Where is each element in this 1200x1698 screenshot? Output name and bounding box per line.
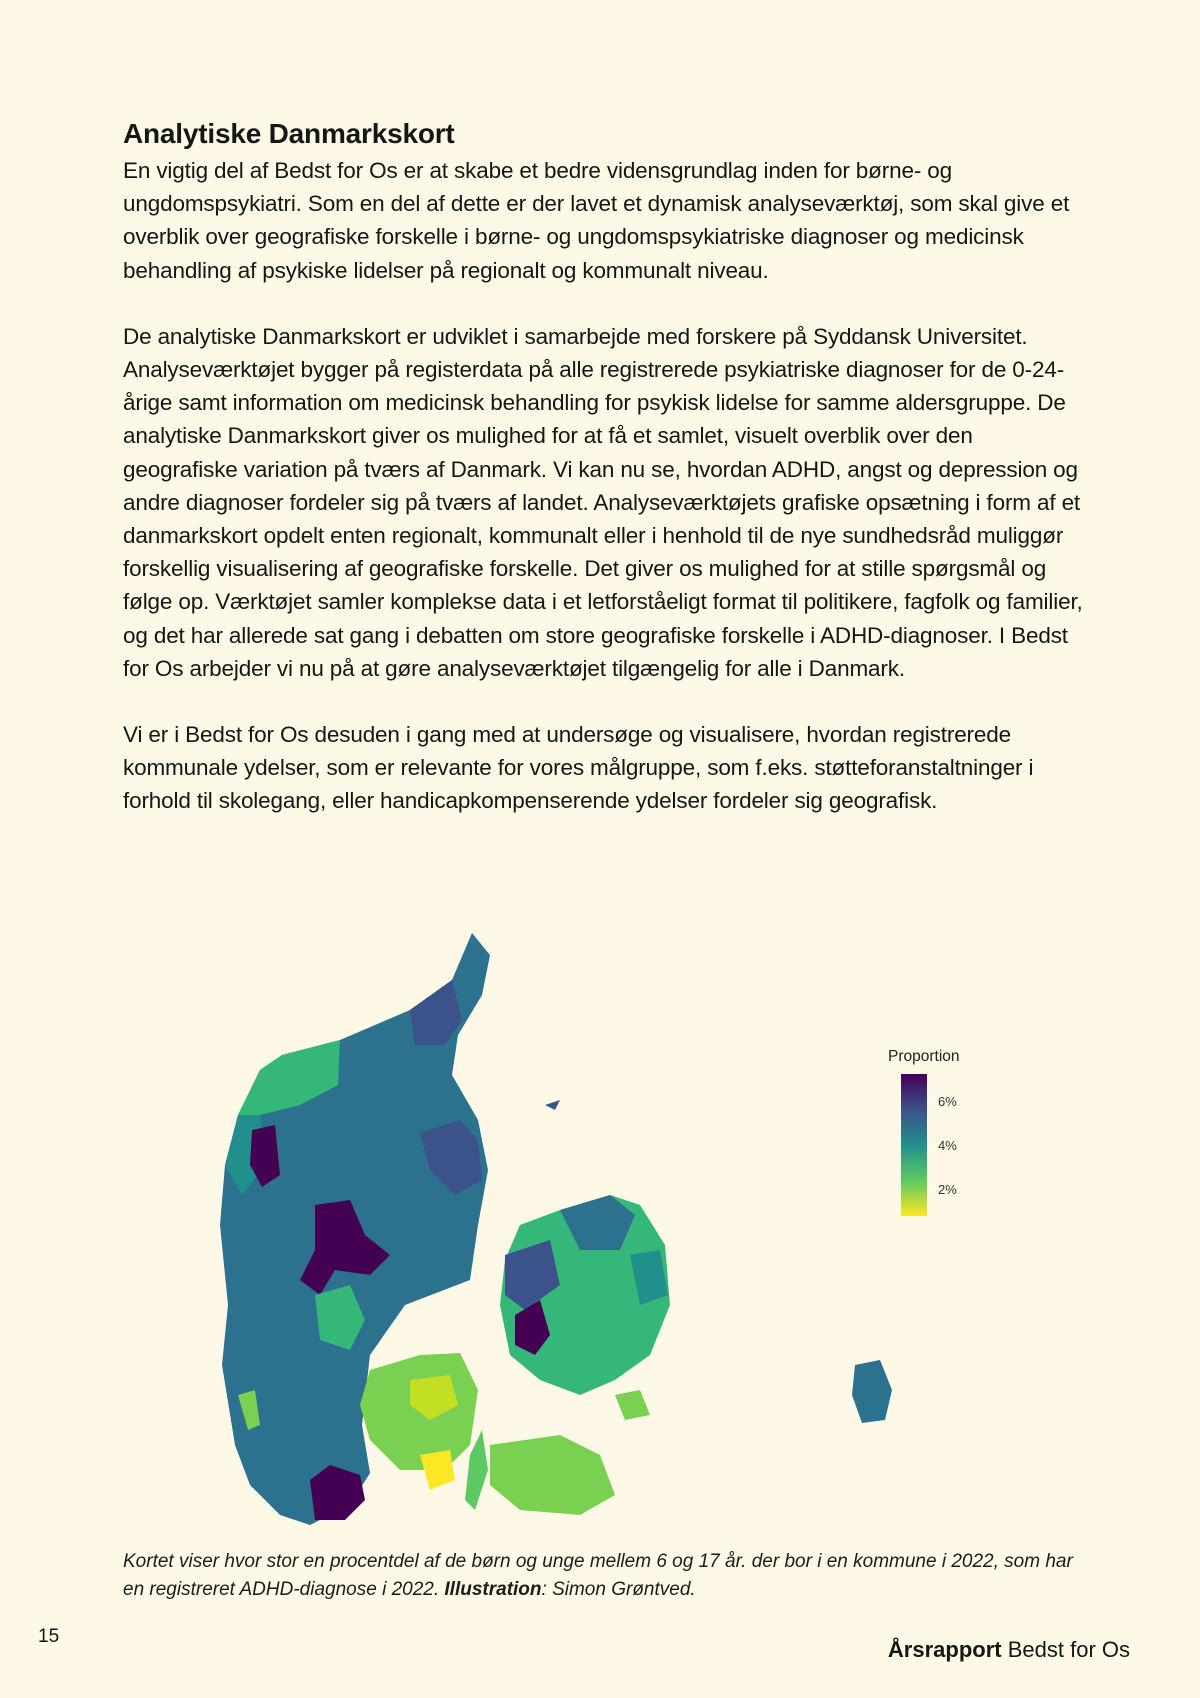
- map-caption: [123, 1548, 1083, 1603]
- caption-credit-text: : Simon Grøntved.: [541, 1578, 696, 1600]
- legend-tick: [927, 1147, 933, 1148]
- legend-color-bar: [901, 1074, 927, 1216]
- paragraph-intro: En vigtig del af Bedst for Os er at skabe et bedre vidensgrundlag inden for børne- og ungdomspsykiatri. Som en del af dette er der lavet et dynamisk analyseværktøj, som skal give et overblik over geografiske forskelle i børne- og ungdomspsykiatriske diagnoser og medicinsk behandling af psykiske lidelser på regionalt og kommunalt niveau.: [123, 158, 1070, 283]
- legend-tick: [927, 1103, 933, 1104]
- footer-bold: Årsrapport: [887, 1637, 1002, 1662]
- caption-text: Kortet viser hvor stor en procentdel af de børn og unge mellem 6 og 17 år. der bor i en kommune i 2022, som har en registreret ADHD-diagnose i 2022.: [123, 1551, 1073, 1600]
- paragraph-tool: Analyseværktøjet bygger på registerdata på alle registrerede psykiatriske diagnoser for de 0-24-årige samt information om medicinsk behandling for psykisk lidelse for samme aldersgruppe. De analytiske Danmarkskort giver os mulighed for at få et samlet, visuelt overblik over den geografiske variation på tværs af Danmark. Vi kan nu se, hvordan ADHD, angst og depression og andre diagnoser fordeler sig på tværs af landet. Analyseværktøjets grafiske opsætning i form af et danmarkskort opdelt enten regionalt, kommunalt eller i henhold til de nye sundhedsråd muliggør forskellig visualisering af geografiske forskelle. Det giver os mulighed for at stille spørgsmål og følge op. Værktøjet samler komplekse data i et letforståeligt format til politikere, fagfolk og familier, og det har allerede sat gang i debatten om store geografiske forskelle i ADHD-diagnoser. I Bedst for Os arbejder vi nu på at gøre analyseværktøjet tilgængelig for alle i Danmark.: [123, 357, 1083, 681]
- legend-label-2: 2%: [938, 1182, 957, 1197]
- denmark-choropleth-map: [220, 925, 980, 1535]
- legend-tick: [927, 1191, 933, 1192]
- legend-label-4: 4%: [938, 1138, 957, 1153]
- legend-label-6: 6%: [938, 1094, 957, 1109]
- footer-rest: Bedst for Os: [1001, 1637, 1130, 1662]
- article: [123, 118, 1083, 818]
- map-region-anholt: [545, 1100, 560, 1110]
- page-number: 15: [38, 1626, 60, 1647]
- caption-credit-label: Illustration: [444, 1578, 542, 1600]
- legend-title: Proportion: [888, 1048, 960, 1065]
- map-region-moen: [615, 1390, 650, 1420]
- paragraph-services: Vi er i Bedst for Os desuden i gang med at undersøge og visualisere, hvordan registrerede kommunale ydelser, som er relevante for vores målgruppe, som f.eks. støtteforanstaltninger i forhold til skolegang, eller handicapkompenserende ydelser fordeler sig geografisk.: [123, 722, 1034, 814]
- page-title: Analytiske Danmarkskort: [123, 118, 455, 149]
- footer-title: [888, 1637, 1130, 1663]
- paragraph-collaboration: De analytiske Danmarkskort er udviklet i samarbejde med forskere på Syddansk Universitet.: [123, 323, 1028, 349]
- map-region-funen-south: [420, 1450, 455, 1490]
- map-legend: [888, 1048, 998, 1228]
- map-region-lolland-falster: [490, 1435, 615, 1515]
- map-region-bornholm: [852, 1360, 892, 1423]
